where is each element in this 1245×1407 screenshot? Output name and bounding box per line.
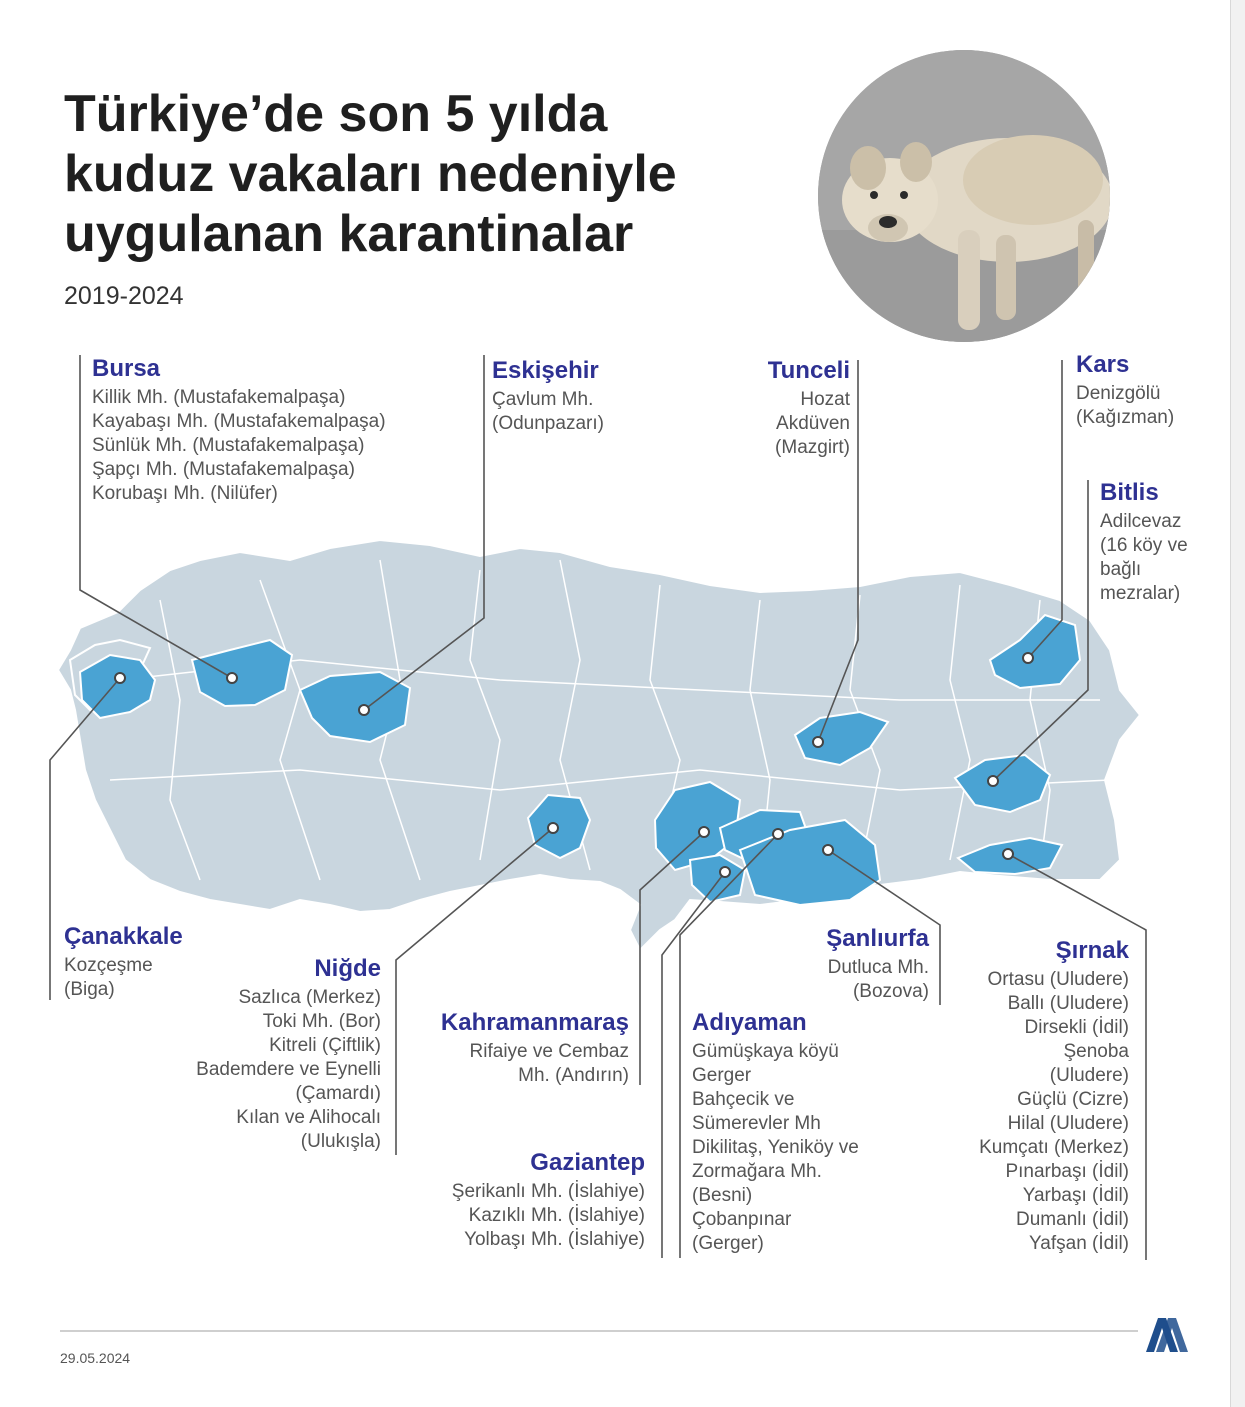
province-name: Bitlis [1100,479,1159,506]
location-item: Hozat [800,389,850,410]
location-item: (Bozova) [852,981,929,1002]
province-name: Kars [1076,351,1130,378]
location-item: Kitreli (Çiftlik) [269,1035,381,1056]
location-item: Kazıklı Mh. (İslahiye) [468,1205,645,1226]
location-item: Yafşan (İdil) [1029,1233,1129,1254]
publish-date: 29.05.2024 [60,1350,131,1366]
location-item: Çobanpınar [692,1209,792,1230]
label-tunceli [768,356,850,460]
label-bitlis [1100,478,1188,606]
location-item: (Uludere) [1049,1065,1129,1086]
province-name: Kahramanmaraş [440,1009,629,1036]
location-item: Kumçatı (Merkez) [979,1137,1129,1158]
marker-adiyaman [773,829,783,839]
location-item: Şenoba [1063,1041,1129,1062]
label-nigde [196,954,381,1154]
location-item: Çavlum Mh. [492,389,594,410]
location-item: Dikilitaş, Yeniköy ve [692,1137,859,1158]
location-item: Ballı (Uludere) [1007,993,1129,1014]
location-item: Yarbaşı (İdil) [1022,1185,1129,1206]
location-item: (Odunpazarı) [492,413,604,434]
location-item: Akdüven [776,413,850,434]
turkey-landmass [58,540,1140,950]
location-item: Kılan ve Alihocalı [236,1107,381,1128]
location-item: bağlı [1100,559,1142,580]
province-name: Tunceli [767,357,850,384]
location-item: mezralar) [1100,583,1181,604]
location-item: Sümerevler Mh [692,1113,821,1134]
marker-eskisehir [359,705,369,715]
province-name: Çanakkale [64,923,183,950]
location-item: Dutluca Mh. [827,957,929,978]
province-name: Gaziantep [530,1149,645,1176]
location-item: Şapçı Mh. (Mustafakemalpaşa) [92,459,355,480]
location-item: Denizgölü [1076,383,1161,404]
location-item: Güçlü (Cizre) [1017,1089,1129,1110]
location-item: (Biga) [64,979,115,1000]
label-sanliurfa [826,924,929,1004]
location-item: Dirsekli (İdil) [1024,1017,1129,1038]
label-kahramanmaras [441,1008,629,1088]
location-item: (Çamardı) [295,1083,381,1104]
location-item: Gümüşkaya köyü [692,1041,839,1062]
location-item: (Mazgirt) [775,437,850,458]
title-line: kuduz vakaları nedeniyle [64,145,677,203]
aa-logo-icon [1144,1314,1188,1354]
location-item: Kozçeşme [64,955,153,976]
marker-bursa [227,673,237,683]
title-line: uygulanan karantinalar [64,205,634,263]
label-gaziantep [452,1148,645,1252]
marker-canakkale [115,673,125,683]
location-item: Bahçecik ve [692,1089,795,1110]
location-item: Hilal (Uludere) [1007,1113,1129,1134]
marker-bitlis [988,776,998,786]
location-item: (Gerger) [692,1233,764,1254]
label-bursa [92,354,386,506]
province-name: Bursa [92,355,161,382]
label-eskisehir [492,356,604,436]
title-line: Türkiye’de son 5 yılda [64,85,608,143]
location-item: Ortasu (Uludere) [987,969,1129,990]
marker-nigde [548,823,558,833]
marker-sirnak [1003,849,1013,859]
label-canakkale [64,922,183,1002]
location-item: (Ulukışla) [300,1131,381,1152]
location-item: Şerikanlı Mh. (İslahiye) [451,1181,645,1202]
label-adiyaman [692,1008,859,1256]
province-name: Şanlıurfa [826,925,929,952]
marker-tunceli [813,737,823,747]
location-item: Sünlük Mh. (Mustafakemalpaşa) [92,435,365,456]
location-item: Toki Mh. (Bor) [262,1011,381,1032]
label-sirnak [979,936,1129,1256]
location-item: (16 köy ve [1100,535,1188,556]
location-item: Kayabaşı Mh. (Mustafakemalpaşa) [92,411,386,432]
marker-gaziantep [720,867,730,877]
location-item: (Kağızman) [1076,407,1175,428]
location-item: (Besni) [692,1185,753,1206]
location-item: Mh. (Andırın) [518,1065,629,1086]
province-name: Eskişehir [492,357,599,384]
location-item: Korubaşı Mh. (Nilüfer) [92,483,278,504]
location-item: Zormağara Mh. [692,1161,822,1182]
location-item: Pınarbaşı (İdil) [1005,1161,1129,1182]
location-item: Dumanlı (İdil) [1016,1209,1129,1230]
location-item: Bademdere ve Eynelli [196,1059,381,1080]
footer-divider [60,1330,1138,1332]
location-item: Yolbaşı Mh. (İslahiye) [464,1229,645,1250]
marker-kahramanmaras [699,827,709,837]
province-name: Adıyaman [692,1009,807,1036]
location-item: Killik Mh. (Mustafakemalpaşa) [92,387,346,408]
province-name: Şırnak [1055,937,1129,964]
province-name: Niğde [314,955,381,982]
location-item: Rifaiye ve Cembaz [469,1041,629,1062]
label-kars [1076,350,1174,430]
marker-sanliurfa [823,845,833,855]
location-item: Gerger [692,1065,752,1086]
period-subtitle: 2019-2024 [64,282,184,310]
location-item: Adilcevaz [1100,511,1182,532]
location-item: Sazlıca (Merkez) [238,987,381,1008]
marker-kars [1023,653,1033,663]
